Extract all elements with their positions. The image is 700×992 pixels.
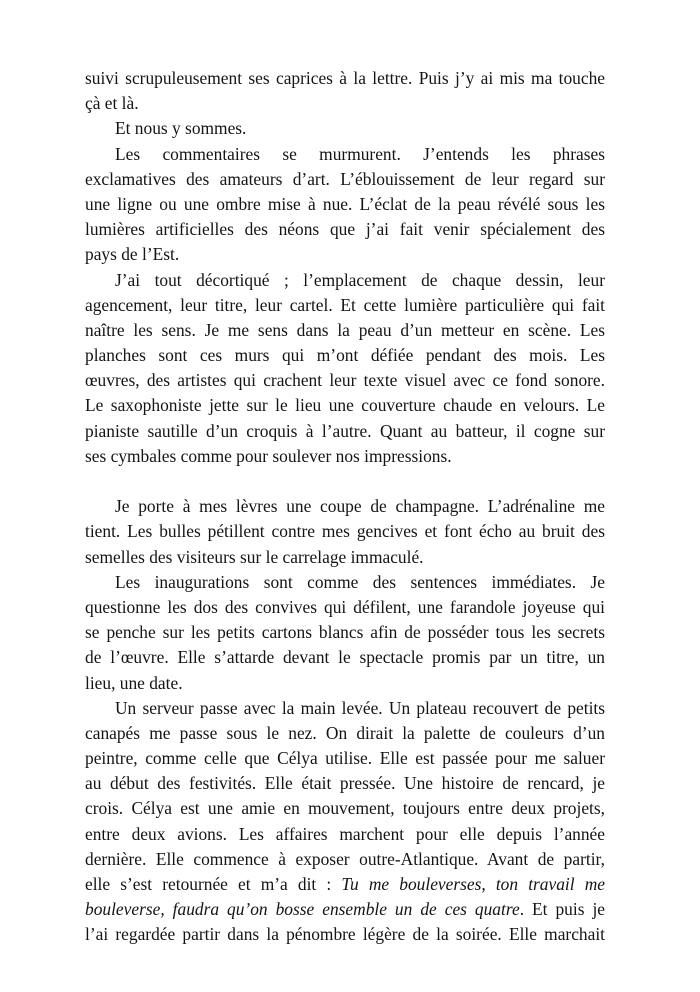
text-line: peintre, comme celle que Célya utilise. Elle est passée pour me saluer [85,748,605,769]
paragraph [85,66,605,116]
paragraph [85,268,605,470]
text-line: exclamatives des amateurs d’art. L’éblouissement de leur regard sur [85,168,605,189]
text-line: pays de l’Est. [85,244,180,265]
text-line: l’ai regardée partir dans la pénombre légère de la soirée. Elle marchait [85,924,605,945]
text-line: Je porte à mes lèvres une coupe de champagne. L’adrénaline me [115,496,605,517]
text-line: une ligne ou une ombre mise à nue. L’éclat de la peau révélé sous les [85,193,605,214]
text-line: au début des festivités. Elle était pressée. Une histoire de rencard, je [85,773,605,794]
italic-quote: bouleverse, faudra qu’on bosse ensemble un de ces quatre [85,899,520,920]
text-line: J’ai tout décortiqué ; l’emplacement de chaque dessin, leur [115,269,605,290]
text-line: agencement, leur titre, leur cartel. Et cette lumière particulière qui fait [85,294,605,315]
text-line: Un serveur passe avec la main levée. Un plateau recouvert de petits [115,697,605,718]
paragraph [85,494,605,570]
text-fragment: . Et puis je [519,899,605,920]
text-line: lumières artificielles des néons que j’ai fait venir spécialement des [85,219,605,240]
text-line: çà et là. [85,93,139,114]
text-line: questionne les dos des convives qui défilent, une farandole joyeuse qui [85,596,605,617]
text-line: Les inaugurations sont comme des sentences immédiates. Je [115,571,605,592]
text-line: se penche sur les petits cartons blancs afin de posséder tous les secrets [85,622,605,643]
text-line [85,872,605,897]
text-line: œuvres, des artistes qui crachent leur texte visuel avec ce fond sonore. [85,370,605,391]
paragraph [85,142,605,268]
paragraph [85,116,605,141]
text-line: naître les sens. Je me sens dans la peau d’un metteur en scène. Les [85,319,605,340]
body-text [85,66,605,948]
italic-quote: Tu me bouleverses, ton travail me [341,874,605,894]
text-line: crois. Célya est une amie en mouvement, toujours entre deux projets, [85,798,605,819]
section-break [85,469,605,494]
text-fragment: elle s’est retournée et m’a dit : [85,874,342,894]
text-line: ses cymbales comme pour soulever nos impressions. [85,445,452,466]
text-line: canapés me passe sous le nez. On dirait la palette de couleurs d’un [85,722,605,743]
text-line: entre deux avions. Les affaires marchent pour elle depuis l’année [85,823,605,844]
text-line: Les commentaires se murmurent. J’entends les phrases [115,143,605,164]
text-line [85,897,605,922]
paragraph [85,696,605,948]
text-line: de l’œuvre. Elle s’attarde devant le spectacle promis par un titre, un [85,647,605,668]
text-line: dernière. Elle commence à exposer outre-Atlantique. Avant de partir, [85,848,605,869]
text-line: planches sont ces murs qui m’ont défiée pendant des mois. Les [85,345,605,366]
text-line: Le saxophoniste jette sur le lieu une couverture chaude en velours. Le [85,395,605,416]
text-line: semelles des visiteurs sur le carrelage immaculé. [85,546,424,567]
text-line: tient. Les bulles pétillent contre mes gencives et font écho au bruit des [85,521,605,542]
text-line: Et nous y sommes. [115,118,247,139]
text-line: suivi scrupuleusement ses caprices à la lettre. Puis j’y ai mis ma touche [85,68,605,88]
text-line: pianiste sautille d’un croquis à l’autre. Quant au batteur, il cogne sur [85,420,605,441]
text-line: lieu, une date. [85,672,183,693]
paragraph [85,570,605,696]
